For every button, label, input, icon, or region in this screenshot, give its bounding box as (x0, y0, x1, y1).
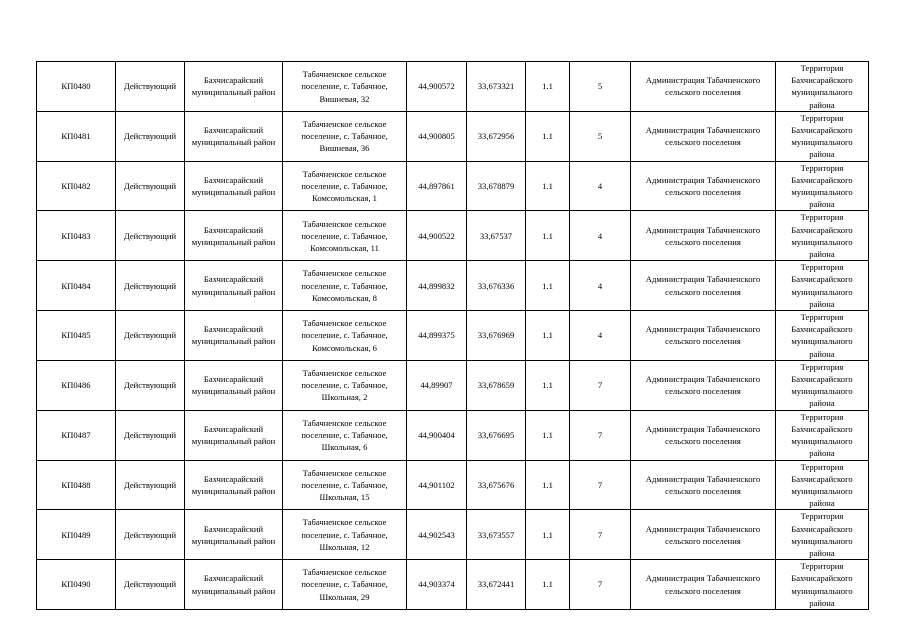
table-row (37, 410, 869, 460)
district-cell: Бахчисарайский муниципальный район (185, 211, 283, 261)
territory-cell: Территория Бахчисарайского муниципального района (776, 410, 869, 460)
district-cell: Бахчисарайский муниципальный район (185, 62, 283, 112)
longitude-cell: 33,672956 (467, 111, 526, 161)
container-count-cell: 4 (570, 211, 631, 261)
latitude-cell: 44,900404 (407, 410, 467, 460)
owner-cell: Администрация Табачненского сельского поселения (631, 560, 776, 610)
latitude-cell: 44,900805 (407, 111, 467, 161)
container-count-cell: 4 (570, 261, 631, 311)
address-cell: Табачненское сельское поселение, с. Табачное, Комсомольская, 11 (283, 211, 407, 261)
status-cell: Действующий (116, 111, 185, 161)
status-cell: Действующий (116, 311, 185, 361)
address-cell: Табачненское сельское поселение, с. Табачное, Комсомольская, 1 (283, 161, 407, 211)
point-id-cell: КП0480 (37, 62, 116, 112)
status-cell: Действующий (116, 460, 185, 510)
status-cell: Действующий (116, 360, 185, 410)
status-cell: Действующий (116, 560, 185, 610)
longitude-cell: 33,678879 (467, 161, 526, 211)
table-row (37, 261, 869, 311)
table-row (37, 360, 869, 410)
longitude-cell: 33,672441 (467, 560, 526, 610)
container-count-cell: 7 (570, 560, 631, 610)
address-cell: Табачненское сельское поселение, с. Табачное, Комсомольская, 8 (283, 261, 407, 311)
type-code-cell: 1.1 (526, 261, 570, 311)
type-code-cell: 1.1 (526, 161, 570, 211)
territory-cell: Территория Бахчисарайского муниципального района (776, 311, 869, 361)
district-cell: Бахчисарайский муниципальный район (185, 410, 283, 460)
owner-cell: Администрация Табачненского сельского поселения (631, 360, 776, 410)
point-id-cell: КП0490 (37, 560, 116, 610)
latitude-cell: 44,903374 (407, 560, 467, 610)
owner-cell: Администрация Табачненского сельского поселения (631, 111, 776, 161)
district-cell: Бахчисарайский муниципальный район (185, 311, 283, 361)
latitude-cell: 44,900522 (407, 211, 467, 261)
owner-cell: Администрация Табачненского сельского поселения (631, 410, 776, 460)
address-cell: Табачненское сельское поселение, с. Табачное, Вишневая, 32 (283, 62, 407, 112)
territory-cell: Территория Бахчисарайского муниципального района (776, 560, 869, 610)
district-cell: Бахчисарайский муниципальный район (185, 360, 283, 410)
type-code-cell: 1.1 (526, 211, 570, 261)
registry-table (36, 61, 869, 610)
container-count-cell: 7 (570, 410, 631, 460)
district-cell: Бахчисарайский муниципальный район (185, 111, 283, 161)
latitude-cell: 44,901102 (407, 460, 467, 510)
table-row (37, 460, 869, 510)
type-code-cell: 1.1 (526, 62, 570, 112)
container-count-cell: 7 (570, 360, 631, 410)
type-code-cell: 1.1 (526, 460, 570, 510)
owner-cell: Администрация Табачненского сельского поселения (631, 62, 776, 112)
longitude-cell: 33,673321 (467, 62, 526, 112)
territory-cell: Территория Бахчисарайского муниципального района (776, 211, 869, 261)
owner-cell: Администрация Табачненского сельского поселения (631, 211, 776, 261)
table-row (37, 311, 869, 361)
container-count-cell: 5 (570, 111, 631, 161)
status-cell: Действующий (116, 510, 185, 560)
container-count-cell: 4 (570, 161, 631, 211)
table-row (37, 211, 869, 261)
status-cell: Действующий (116, 211, 185, 261)
point-id-cell: КП0482 (37, 161, 116, 211)
district-cell: Бахчисарайский муниципальный район (185, 510, 283, 560)
district-cell: Бахчисарайский муниципальный район (185, 460, 283, 510)
point-id-cell: КП0481 (37, 111, 116, 161)
district-cell: Бахчисарайский муниципальный район (185, 161, 283, 211)
type-code-cell: 1.1 (526, 510, 570, 560)
address-cell: Табачненское сельское поселение, с. Табачное, Вишневая, 36 (283, 111, 407, 161)
territory-cell: Территория Бахчисарайского муниципального района (776, 62, 869, 112)
territory-cell: Территория Бахчисарайского муниципального района (776, 460, 869, 510)
table-row (37, 560, 869, 610)
owner-cell: Администрация Табачненского сельского поселения (631, 311, 776, 361)
longitude-cell: 33,67537 (467, 211, 526, 261)
point-id-cell: КП0483 (37, 211, 116, 261)
status-cell: Действующий (116, 62, 185, 112)
latitude-cell: 44,897861 (407, 161, 467, 211)
status-cell: Действующий (116, 161, 185, 211)
document-page (36, 61, 868, 610)
container-count-cell: 5 (570, 62, 631, 112)
longitude-cell: 33,676969 (467, 311, 526, 361)
point-id-cell: КП0486 (37, 360, 116, 410)
address-cell: Табачненское сельское поселение, с. Табачное, Школьная, 6 (283, 410, 407, 460)
longitude-cell: 33,676336 (467, 261, 526, 311)
type-code-cell: 1.1 (526, 560, 570, 610)
point-id-cell: КП0484 (37, 261, 116, 311)
container-count-cell: 7 (570, 460, 631, 510)
table-row (37, 111, 869, 161)
longitude-cell: 33,673557 (467, 510, 526, 560)
point-id-cell: КП0485 (37, 311, 116, 361)
container-count-cell: 7 (570, 510, 631, 560)
owner-cell: Администрация Табачненского сельского поселения (631, 510, 776, 560)
address-cell: Табачненское сельское поселение, с. Табачное, Школьная, 29 (283, 560, 407, 610)
address-cell: Табачненское сельское поселение, с. Табачное, Школьная, 12 (283, 510, 407, 560)
registry-table-body (37, 62, 869, 610)
table-row (37, 62, 869, 112)
district-cell: Бахчисарайский муниципальный район (185, 560, 283, 610)
latitude-cell: 44,899375 (407, 311, 467, 361)
status-cell: Действующий (116, 261, 185, 311)
address-cell: Табачненское сельское поселение, с. Табачное, Школьная, 15 (283, 460, 407, 510)
point-id-cell: КП0489 (37, 510, 116, 560)
owner-cell: Администрация Табачненского сельского поселения (631, 161, 776, 211)
status-cell: Действующий (116, 410, 185, 460)
point-id-cell: КП0488 (37, 460, 116, 510)
container-count-cell: 4 (570, 311, 631, 361)
type-code-cell: 1.1 (526, 410, 570, 460)
type-code-cell: 1.1 (526, 111, 570, 161)
latitude-cell: 44,899832 (407, 261, 467, 311)
longitude-cell: 33,676695 (467, 410, 526, 460)
latitude-cell: 44,900572 (407, 62, 467, 112)
owner-cell: Администрация Табачненского сельского поселения (631, 460, 776, 510)
owner-cell: Администрация Табачненского сельского поселения (631, 261, 776, 311)
district-cell: Бахчисарайский муниципальный район (185, 261, 283, 311)
longitude-cell: 33,678659 (467, 360, 526, 410)
table-row (37, 510, 869, 560)
address-cell: Табачненское сельское поселение, с. Табачное, Школьная, 2 (283, 360, 407, 410)
territory-cell: Территория Бахчисарайского муниципального района (776, 261, 869, 311)
territory-cell: Территория Бахчисарайского муниципального района (776, 360, 869, 410)
table-row (37, 161, 869, 211)
address-cell: Табачненское сельское поселение, с. Табачное, Комсомольская, 6 (283, 311, 407, 361)
type-code-cell: 1.1 (526, 360, 570, 410)
point-id-cell: КП0487 (37, 410, 116, 460)
type-code-cell: 1.1 (526, 311, 570, 361)
territory-cell: Территория Бахчисарайского муниципального района (776, 111, 869, 161)
territory-cell: Территория Бахчисарайского муниципального района (776, 510, 869, 560)
latitude-cell: 44,902543 (407, 510, 467, 560)
longitude-cell: 33,675676 (467, 460, 526, 510)
territory-cell: Территория Бахчисарайского муниципального района (776, 161, 869, 211)
latitude-cell: 44,89907 (407, 360, 467, 410)
